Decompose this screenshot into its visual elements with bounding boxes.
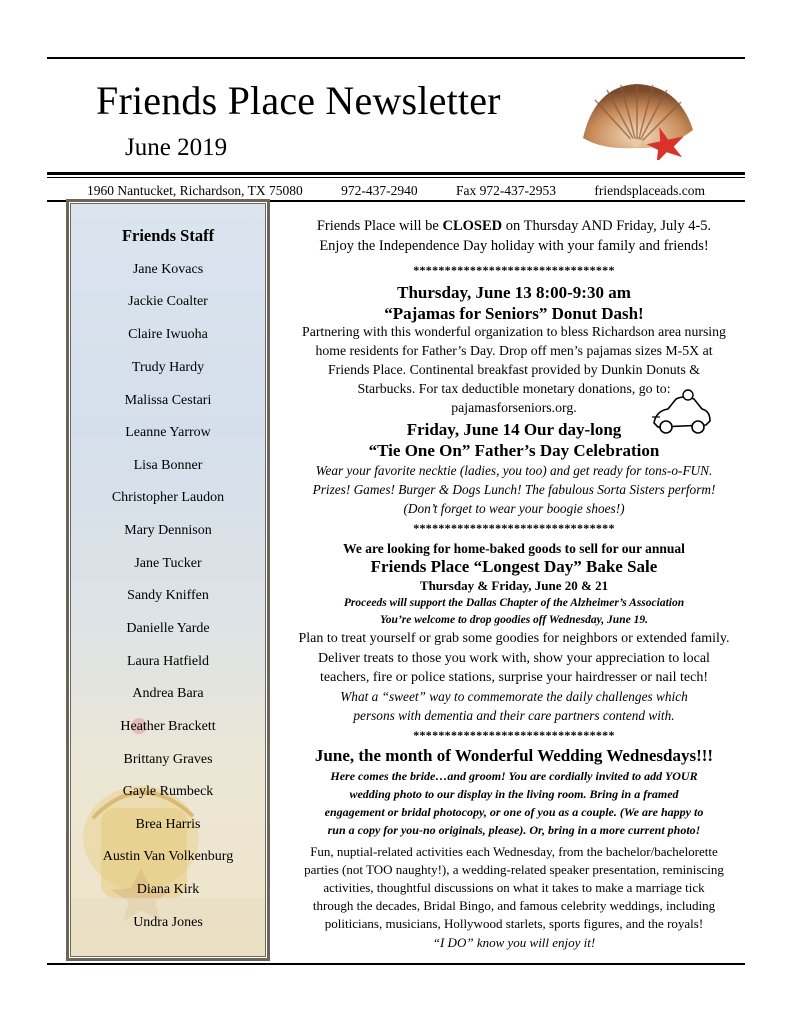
- bottom-rule: [47, 963, 745, 965]
- staff-name: Jane Tucker: [134, 556, 202, 571]
- wedding-body: Fun, nuptial-related activities each Wednesday, from the bachelor/bachelorette: [310, 844, 718, 859]
- pajamas-heading-2: “Pajamas for Seniors” Donut Dash!: [384, 304, 644, 323]
- staff-name: Sandy Kniffen: [127, 588, 209, 603]
- bake-sale-closing: persons with dementia and their care partners contend with.: [353, 708, 675, 723]
- pajamas-body: home residents for Father’s Day. Drop off men’s pajamas sizes M-5X at: [315, 343, 713, 358]
- staff-name: Diana Kirk: [136, 882, 200, 897]
- staff-name: Brea Harris: [135, 817, 201, 832]
- staff-name: Austin Van Volkenburg: [102, 849, 234, 864]
- staff-name: Danielle Yarde: [126, 621, 210, 636]
- wedding-body: parties (not TOO naughty!), a wedding-related speaker presentation, reminiscing: [304, 862, 724, 877]
- fathers-day-heading-1: Friday, June 14 Our day-long: [406, 420, 622, 439]
- staff-name: Gayle Rumbeck: [122, 784, 214, 799]
- seashell-starfish-icon: [575, 78, 705, 160]
- staff-name: Laura Hatfield: [126, 654, 209, 669]
- staff-name: Jane Kovacs: [132, 262, 204, 277]
- fax: Fax 972-437-2953: [455, 183, 557, 198]
- wedding-heading: June, the month of Wonderful Wedding Wednesdays!!!: [314, 746, 714, 765]
- staff-name: Andrea Bara: [132, 686, 204, 701]
- website: friendsplaceads.com: [594, 183, 705, 198]
- closed-word: CLOSED: [442, 218, 503, 234]
- address: 1960 Nantucket, Richardson, TX 75080: [87, 183, 303, 198]
- bake-sale-body: Deliver treats to those you work with, show your appreciation to local: [318, 651, 710, 666]
- pajamas-body: pajamasforseniors.org.: [451, 400, 577, 415]
- top-rule: [47, 57, 745, 59]
- wedding-invite: run a copy for you-no originals, please). Or, bring in a more current photo!: [327, 823, 701, 837]
- bake-sale-body: Plan to treat yourself or grab some goodies for neighbors or extended family.: [298, 631, 730, 646]
- staff-name: Jackie Coalter: [128, 294, 208, 309]
- wedding-invite: wedding photo to our display in the living room. Bring in a framed: [349, 787, 679, 801]
- separator: ********************************: [413, 521, 615, 535]
- contact-bar: [47, 183, 745, 199]
- staff-name: Mary Dennison: [124, 523, 212, 538]
- fathers-day-body: Wear your favorite necktie (ladies, you too) and get ready for tons-o-FUN.: [315, 463, 713, 478]
- phone: 972-437-2940: [341, 183, 418, 198]
- closed-dates: on Thursday AND Friday, July 4-5.: [502, 218, 712, 234]
- bake-sale-proceeds: Proceeds will support the Dallas Chapter of the Alzheimer’s Association: [343, 597, 685, 609]
- fathers-day-heading-2: “Tie One On” Father’s Day Celebration: [368, 441, 660, 460]
- staff-name: Lisa Bonner: [133, 458, 203, 473]
- staff-name: Trudy Hardy: [131, 360, 205, 375]
- staff-heading: Friends Staff: [121, 226, 215, 245]
- pajamas-body: Friends Place. Continental breakfast provided by Dunkin Donuts &: [327, 362, 701, 377]
- staff-name: Claire Iwuoha: [128, 327, 208, 342]
- closed-text: Friends Place will be: [316, 218, 443, 234]
- staff-name: Malissa Cestari: [124, 393, 212, 408]
- staff-sidebar: [70, 203, 266, 957]
- pajamas-body: Starbucks. For tax deductible monetary donations, go to:: [357, 381, 671, 396]
- bake-sale-body: teachers, fire or police stations, surprise your hairdresser or nail tech!: [320, 670, 708, 685]
- wedding-invite: Here comes the bride…and groom! You are cordially invited to add YOUR: [330, 769, 698, 783]
- issue-date: June 2019: [125, 134, 228, 161]
- fathers-day-body: Prizes! Games! Burger & Dogs Lunch! The fabulous Sorta Sisters perform!: [312, 482, 716, 497]
- separator: ********************************: [413, 263, 615, 277]
- bake-sale-dropoff: You’re welcome to drop goodies off Wednesday, June 19.: [380, 614, 648, 626]
- closed-notice: [274, 218, 754, 235]
- car-icon: [650, 387, 714, 437]
- closed-holiday-line: Enjoy the Independence Day holiday with your family and friends!: [319, 238, 709, 254]
- header-rule-thick: [47, 172, 745, 175]
- wedding-body: through the decades, Bridal Bingo, and famous celebrity weddings, including: [312, 898, 716, 913]
- bake-sale-closing: What a “sweet” way to commemorate the daily challenges which: [340, 689, 688, 704]
- staff-name: Christopher Laudon: [111, 490, 225, 505]
- wedding-body: politicians, musicians, Hollywood starlets, sports figures, and the royals!: [324, 916, 704, 931]
- header-rule-thin: [47, 177, 745, 178]
- pajamas-heading-1: Thursday, June 13 8:00-9:30 am: [397, 283, 631, 302]
- wedding-invite: engagement or bridal photocopy, or one of you as a couple. (We are happy to: [324, 805, 704, 819]
- staff-name: Heather Brackett: [120, 719, 216, 734]
- wedding-body: activities, thoughtful discussions on what it takes to make a marriage tick: [323, 880, 705, 895]
- bake-sale-dates: Thursday & Friday, June 20 & 21: [419, 578, 609, 593]
- staff-name: Leanne Yarrow: [125, 425, 211, 440]
- separator: ********************************: [413, 728, 615, 742]
- staff-name: Brittany Graves: [123, 752, 213, 767]
- bake-sale-intro: We are looking for home-baked goods to sell for our annual: [343, 541, 685, 556]
- bake-sale-heading: Friends Place “Longest Day” Bake Sale: [370, 557, 658, 576]
- fathers-day-body: (Don’t forget to wear your boogie shoes!): [403, 501, 625, 516]
- staff-name: Undra Jones: [133, 915, 203, 930]
- wedding-closing: “I DO” know you will enjoy it!: [432, 935, 596, 950]
- pajamas-body: Partnering with this wonderful organization to bless Richardson area nursing: [302, 324, 726, 339]
- newsletter-title: Friends Place Newsletter: [96, 78, 501, 123]
